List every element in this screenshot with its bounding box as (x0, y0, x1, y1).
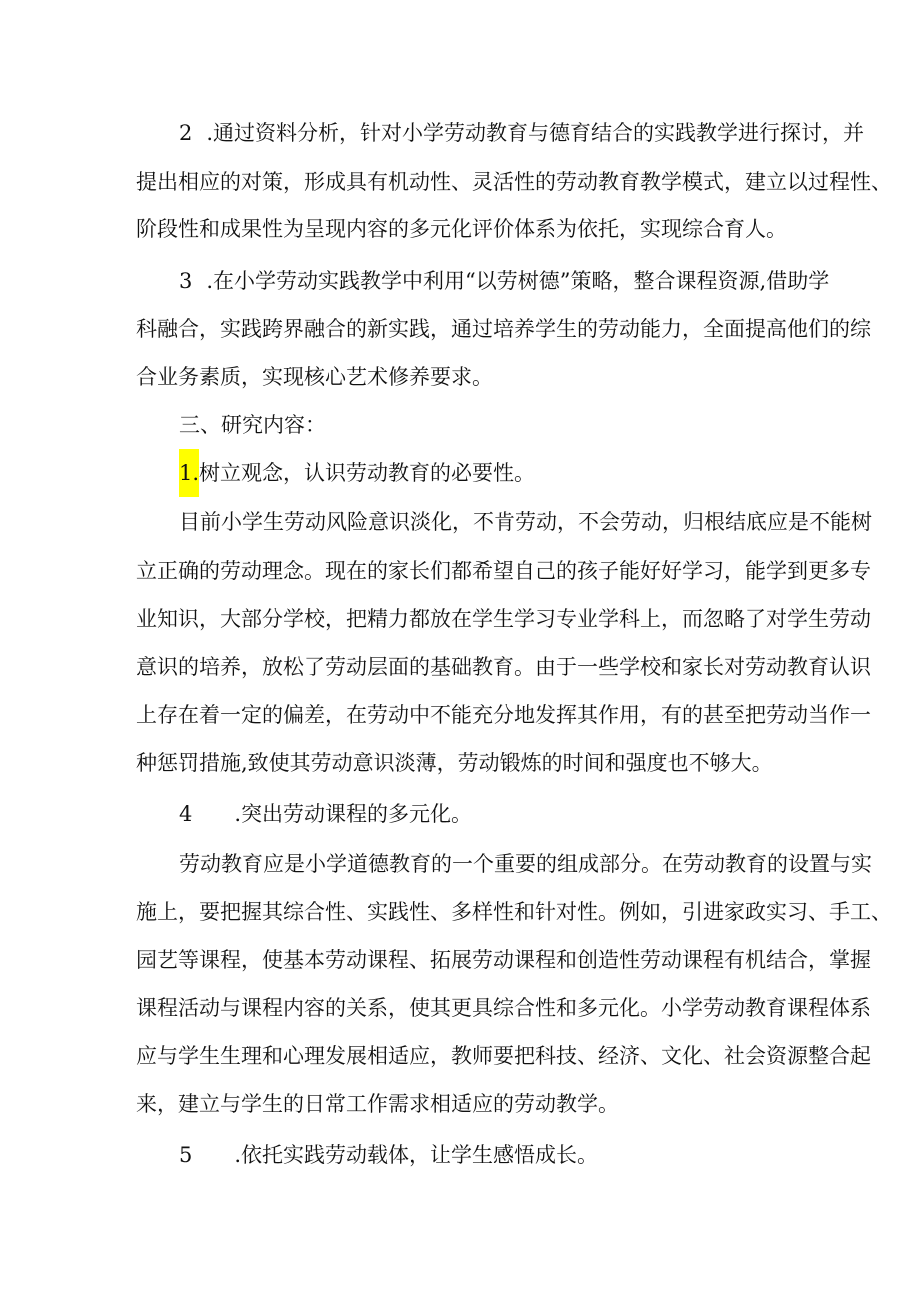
p3-line-2: 科融合，实践跨界融合的新实践，通过培养学生的劳动能力，全面提高他们的综 (136, 317, 871, 341)
p2-line-2: 提出相应的对策，形成具有机动性、灵活性的劳动教育教学模式，建立以过程性、 (136, 170, 892, 194)
p3-text-1: .在小学劳动实践教学中利用“以劳树德”策略，整合课程资源,借助学 (206, 269, 830, 293)
p2-number: 2 (179, 121, 193, 145)
p3-line-3: 合业务素质，实现核心艺术修养要求。 (136, 365, 493, 389)
item1-title: 树立观念，认识劳动教育的必要性。 (199, 461, 536, 485)
item5-number: 5 (179, 1143, 193, 1167)
para2-line-2: 施上，要把握其综合性、实践性、多样性和针对性。例如，引进家政实习、手工、 (136, 900, 892, 924)
item4-number: 4 (179, 802, 193, 826)
item5-line (179, 1140, 598, 1170)
item1-number-highlight: 1. (179, 449, 199, 497)
para1-line-6: 种惩罚措施,致使其劳动意识淡薄，劳动锻炼的时间和强度也不够大。 (136, 751, 773, 775)
p2-text-1: .通过资料分析，针对小学劳动教育与德育结合的实践教学进行探讨，并 (206, 121, 865, 145)
para2-line-5: 应与学生生理和心理发展相适应，教师要把科技、经济、文化、社会资源整合起 (136, 1044, 871, 1068)
section-heading: 三、研究内容： (179, 413, 326, 437)
para2-line-6: 来，建立与学生的日常工作需求相适应的劳动教学。 (136, 1092, 619, 1116)
para1-line-2: 立正确的劳动理念。现在的家长们都希望自己的孩子能好好学习，能学到更多专 (136, 559, 871, 583)
para2-line-4: 课程活动与课程内容的关系，使其更具综合性和多元化。小学劳动教育课程体系 (136, 996, 871, 1020)
p3-number: 3 (179, 269, 193, 293)
para2-line-3: 园艺等课程，使基本劳动课程、拓展劳动课程和创造性劳动课程有机结合，掌握 (136, 948, 871, 972)
para1-line-1: 目前小学生劳动风险意识淡化，不肯劳动，不会劳动，归根结底应是不能树 (179, 510, 872, 534)
item4-line (179, 799, 472, 829)
p2-line-1 (179, 118, 864, 148)
item1-line (179, 458, 535, 497)
item4-title: .突出劳动课程的多元化。 (234, 802, 473, 826)
para1-line-3: 业知识，大部分学校，把精力都放在学生学习专业学科上，而忽略了对学生劳动 (136, 607, 871, 631)
para1-line-5: 上存在着一定的偏差，在劳动中不能充分地发挥其作用，有的甚至把劳动当作一 (136, 703, 871, 727)
para1-line-4: 意识的培养，放松了劳动层面的基础教育。由于一些学校和家长对劳动教育认识 (136, 655, 871, 679)
p3-line-1 (179, 266, 829, 296)
item5-title: .依托实践劳动载体，让学生感悟成长。 (234, 1143, 599, 1167)
para2-line-1: 劳动教育应是小学道德教育的一个重要的组成部分。在劳动教育的设置与实 (179, 852, 872, 876)
p2-line-3: 阶段性和成果性为呈现内容的多元化评价体系为依托，实现综合育人。 (136, 217, 787, 241)
